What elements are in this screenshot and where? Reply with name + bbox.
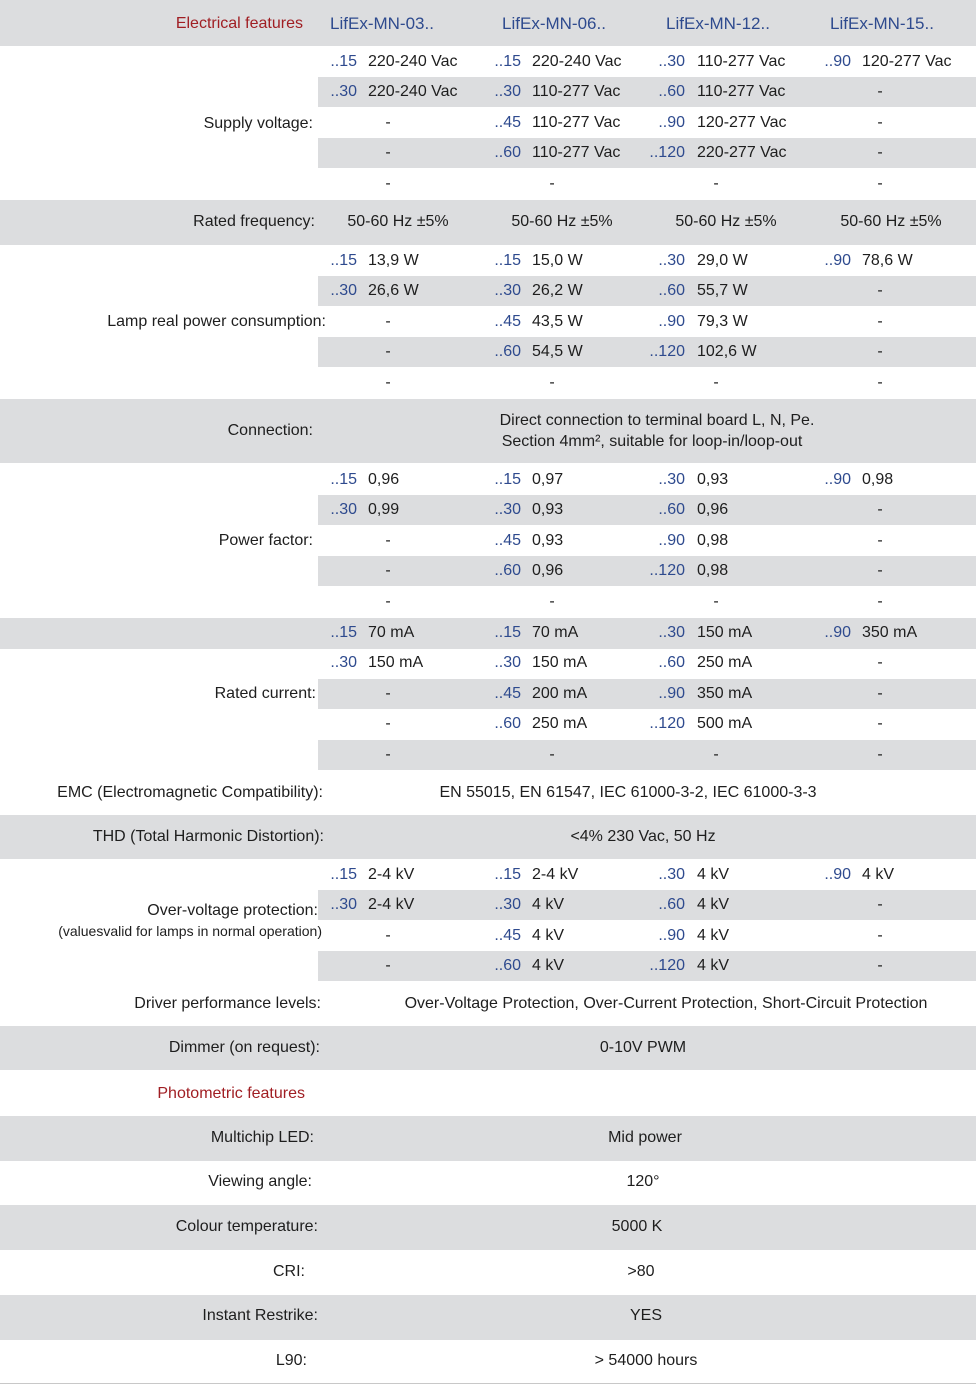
thd-value: <4% 230 Vac, 50 Hz [570,828,716,845]
supply_voltage-dash: - [713,175,719,192]
power_factor-value: 0,93 [532,532,564,549]
lamp_power-variant-code: ..30 [494,282,521,299]
overvoltage-value: 4 kV [697,896,730,913]
model-header: LifEx-MN-12.. [666,14,770,33]
power_factor-value: 0,96 [697,501,729,518]
rated_current-variant-code: ..15 [330,624,357,641]
lamp_power-variant-code: ..90 [658,313,685,330]
power_factor-variant-code: ..120 [649,562,685,579]
overvoltage-dash: - [385,927,391,944]
lamp_power-dash: - [385,374,391,391]
overvoltage-variant-code: ..90 [658,927,685,944]
overvoltage-variant-code: ..120 [649,957,685,974]
supply_voltage-variant-code: ..120 [649,144,685,161]
lamp_power-value: 78,6 W [862,252,913,269]
power_factor-variant-code: ..30 [658,471,685,488]
rated_current-dash: - [549,746,555,763]
rated_current-variant-code: ..30 [494,654,521,671]
supply_voltage-dash: - [877,83,883,100]
supply_voltage-dash: - [877,114,883,131]
photometric-value: > 54000 hours [594,1352,698,1369]
rated_current-value: 350 mA [862,624,918,641]
lamp_power-value: 54,5 W [532,343,583,360]
power_factor-dash: - [877,532,883,549]
rated_current-value: 200 mA [532,685,588,702]
lamp_power-value: 15,0 W [532,252,583,269]
power_factor-dash: - [877,562,883,579]
power_factor-dash: - [385,532,391,549]
connection-line2: Section 4mm², suitable for loop-in/loop-out [501,433,803,450]
rated-frequency-label: Rated frequency: [193,213,315,230]
power_factor-dash: - [877,593,883,610]
supply_voltage-variant-code: ..90 [824,53,851,70]
lamp_power-variant-code: ..120 [649,343,685,360]
rated_current-dash: - [713,746,719,763]
power_factor-variant-code: ..60 [658,501,685,518]
power_factor-variant-code: ..30 [494,501,521,518]
power_factor-value: 0,99 [368,501,400,518]
lamp_power-variant-code: ..15 [330,252,357,269]
power_factor-variant-code: ..30 [330,501,357,518]
model-header: LifEx-MN-15.. [830,14,934,33]
rated-frequency-value: 50-60 Hz ±5% [675,213,777,230]
supply_voltage-variant-code: ..15 [494,53,521,70]
overvoltage-variant-code: ..15 [330,866,357,883]
rated_current-dash: - [877,715,883,732]
connection-line1: Direct connection to terminal board L, N, Pe. [499,412,815,429]
rated_current-dash: - [385,746,391,763]
lamp_power-variant-code: ..60 [658,282,685,299]
model-header: LifEx-MN-03.. [330,14,434,33]
rated_current-value: 250 mA [697,654,753,671]
overvoltage-note: (valuesvalid for lamps in normal operation) [58,923,322,939]
power_factor-dash: - [713,593,719,610]
power_factor-dash: - [877,501,883,518]
supply_voltage-dash: - [385,144,391,161]
overvoltage-value: 4 kV [532,896,565,913]
rated_current-dash: - [877,746,883,763]
lamp_power-variant-code: ..30 [330,282,357,299]
overvoltage-variant-code: ..15 [494,866,521,883]
supply_voltage-value: 110-277 Vac [532,83,621,100]
power_factor-value: 0,98 [697,532,729,549]
photometric-label: Instant Restrike: [202,1307,318,1324]
power_factor-variant-code: ..15 [330,471,357,488]
power-factor-label: Power factor: [218,532,313,549]
power_factor-value: 0,93 [697,471,729,488]
dimmer-label: Dimmer (on request): [168,1039,320,1056]
photometric-label: Viewing angle: [208,1173,312,1190]
supply_voltage-value: 110-277 Vac [532,114,621,131]
photometric-value: 5000 K [611,1218,663,1235]
lamp_power-dash: - [385,343,391,360]
overvoltage-variant-code: ..30 [330,896,357,913]
overvoltage-variant-code: ..60 [494,957,521,974]
overvoltage-dash: - [877,927,883,944]
overvoltage-value: 4 kV [532,957,565,974]
power_factor-value: 0,98 [697,562,729,579]
lamp_power-variant-code: ..15 [494,252,521,269]
overvoltage-value: 4 kV [862,866,895,883]
lamp_power-dash: - [713,374,719,391]
rated_current-value: 150 mA [532,654,588,671]
lamp-power-label: Lamp real power consumption: [107,313,326,330]
lamp_power-value: 79,3 W [697,313,748,330]
rated_current-variant-code: ..60 [658,654,685,671]
connection-band [0,399,976,463]
supply_voltage-value: 110-277 Vac [697,83,786,100]
driver-value: Over-Voltage Protection, Over-Current Protection, Short-Circuit Protection [404,995,928,1012]
lamp_power-variant-code: ..90 [824,252,851,269]
power_factor-dash: - [385,593,391,610]
lamp_power-value: 55,7 W [697,282,748,299]
lamp_power-dash: - [549,374,555,391]
lamp_power-variant-code: ..30 [658,252,685,269]
supply_voltage-value: 110-277 Vac [697,53,786,70]
supply_voltage-dash: - [385,175,391,192]
photometric-label: Colour temperature: [175,1218,318,1235]
rated_current-variant-code: ..30 [658,624,685,641]
rated_current-dash: - [385,715,391,732]
rated_current-value: 70 mA [532,624,579,641]
supply-voltage-label: Supply voltage: [203,115,313,132]
rated_current-value: 350 mA [697,685,753,702]
overvoltage-dash: - [385,957,391,974]
overvoltage-value: 2-4 kV [368,896,415,913]
supply_voltage-variant-code: ..30 [330,83,357,100]
overvoltage-value: 2-4 kV [532,866,579,883]
rated-frequency-value: 50-60 Hz ±5% [347,213,449,230]
power_factor-value: 0,96 [368,471,400,488]
overvoltage-variant-code: ..30 [494,896,521,913]
bottom-rule [0,1383,976,1384]
lamp_power-dash: - [877,313,883,330]
supply_voltage-value: 220-240 Vac [532,53,622,70]
rated_current-dash: - [877,685,883,702]
rated_current-dash: - [385,685,391,702]
supply_voltage-variant-code: ..30 [658,53,685,70]
photometric-section-title: Photometric features [157,1085,305,1102]
overvoltage-variant-code: ..45 [494,927,521,944]
photometric-value: 120° [626,1173,660,1190]
rated_current-value: 500 mA [697,715,753,732]
supply_voltage-value: 110-277 Vac [532,144,621,161]
overvoltage-variant-code: ..60 [658,896,685,913]
model-header: LifEx-MN-06.. [502,14,606,33]
rated_current-variant-code: ..90 [658,685,685,702]
supply_voltage-variant-code: ..60 [658,83,685,100]
power_factor-variant-code: ..15 [494,471,521,488]
overvoltage-value: 2-4 kV [368,866,415,883]
photometric-label: Multichip LED: [210,1129,314,1146]
lamp_power-value: 13,9 W [368,252,419,269]
overvoltage-value: 4 kV [532,927,565,944]
power_factor-value: 0,96 [532,562,564,579]
supply_voltage-variant-code: ..45 [494,114,521,131]
lamp_power-variant-code: ..60 [494,343,521,360]
rated_current-value: 150 mA [368,654,424,671]
lamp_power-variant-code: ..45 [494,313,521,330]
lamp_power-dash: - [877,282,883,299]
overvoltage-variant-code: ..30 [658,866,685,883]
lamp_power-dash: - [877,374,883,391]
lamp_power-value: 26,6 W [368,282,419,299]
photometric-value: YES [629,1307,662,1324]
power_factor-value: 0,98 [862,471,894,488]
overvoltage-value: 4 kV [697,957,730,974]
overvoltage-dash: - [877,957,883,974]
lamp_power-value: 26,2 W [532,282,583,299]
electrical-section-title: Electrical features [175,15,303,32]
emc-label: EMC (Electromagnetic Compatibility): [57,784,323,801]
power_factor-value: 0,93 [532,501,564,518]
overvoltage-label: Over-voltage protection: [147,902,318,919]
emc-value: EN 55015, EN 61547, IEC 61000-3-2, IEC 61000-3-3 [439,784,817,801]
lamp_power-dash: - [877,343,883,360]
supply_voltage-dash: - [549,175,555,192]
overvoltage-variant-code: ..90 [824,866,851,883]
supply_voltage-variant-code: ..30 [494,83,521,100]
power_factor-variant-code: ..60 [494,562,521,579]
lamp_power-dash: - [385,313,391,330]
rated_current-variant-code: ..90 [824,624,851,641]
power_factor-variant-code: ..90 [824,471,851,488]
power_factor-variant-code: ..45 [494,532,521,549]
supply_voltage-variant-code: ..15 [330,53,357,70]
power_factor-dash: - [385,562,391,579]
supply_voltage-value: 120-277 Vac [862,53,952,70]
rated_current-variant-code: ..120 [649,715,685,732]
power_factor-variant-code: ..90 [658,532,685,549]
overvoltage-dash: - [877,896,883,913]
photometric-value: >80 [627,1263,655,1280]
supply_voltage-value: 220-277 Vac [697,144,787,161]
lamp_power-value: 43,5 W [532,313,583,330]
rated_current-value: 250 mA [532,715,588,732]
photometric-value: Mid power [608,1129,682,1146]
rated_current-variant-code: ..30 [330,654,357,671]
supply_voltage-variant-code: ..60 [494,144,521,161]
power_factor-dash: - [549,593,555,610]
power_factor-value: 0,97 [532,471,564,488]
lamp_power-value: 102,6 W [697,343,757,360]
rated-frequency-value: 50-60 Hz ±5% [840,213,942,230]
supply_voltage-value: 220-240 Vac [368,53,458,70]
rated_current-dash: - [877,654,883,671]
rated_current-variant-code: ..60 [494,715,521,732]
connection-label: Connection: [227,422,313,439]
rated_current-value: 150 mA [697,624,753,641]
lamp_power-value: 29,0 W [697,252,748,269]
thd-label: THD (Total Harmonic Distortion): [92,828,324,845]
supply_voltage-dash: - [877,144,883,161]
supply_voltage-variant-code: ..90 [658,114,685,131]
rated_current-value: 70 mA [368,624,415,641]
supply_voltage-dash: - [385,114,391,131]
overvoltage-value: 4 kV [697,866,730,883]
rated-current-label: Rated current: [214,685,316,702]
supply_voltage-dash: - [877,175,883,192]
rated_current-variant-code: ..45 [494,685,521,702]
supply_voltage-value: 120-277 Vac [697,114,787,131]
rated-frequency-value: 50-60 Hz ±5% [511,213,613,230]
dimmer-value: 0-10V PWM [599,1039,687,1056]
driver-label: Driver performance levels: [134,995,321,1012]
rated_current-variant-code: ..15 [494,624,521,641]
photometric-label: CRI: [273,1263,305,1280]
supply_voltage-value: 220-240 Vac [368,83,458,100]
overvoltage-value: 4 kV [697,927,730,944]
photometric-label: L90: [275,1352,307,1369]
